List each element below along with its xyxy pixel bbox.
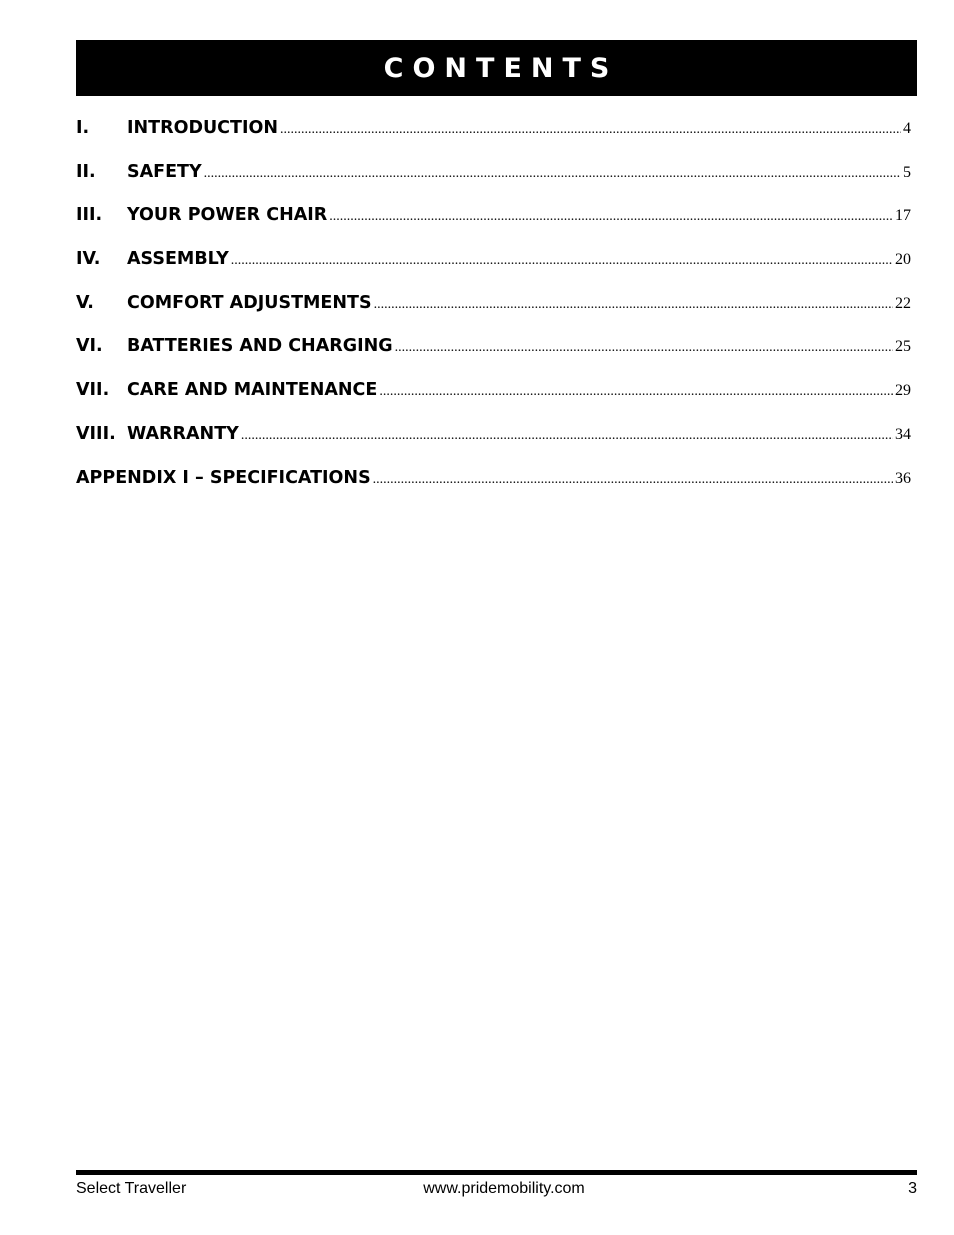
- footer-website: www.pridemobility.com: [423, 1180, 585, 1197]
- toc-leader-dots: [280, 122, 901, 138]
- toc-title: SAFETY: [127, 161, 202, 182]
- toc-entry-warranty[interactable]: [76, 424, 911, 468]
- toc-number: IV.: [76, 249, 101, 270]
- toc-page-number: 36: [895, 469, 911, 487]
- footer-divider: [76, 1170, 917, 1175]
- toc-page-number: 4: [903, 120, 911, 137]
- toc-entry-comfort-adjustments[interactable]: [76, 293, 911, 337]
- toc-page-number: 17: [895, 207, 911, 225]
- toc-entry-care-and-maintenance[interactable]: [76, 380, 911, 424]
- toc-title: YOUR POWER CHAIR: [127, 205, 328, 226]
- toc-number: II.: [76, 161, 96, 182]
- toc-page-number: 22: [895, 294, 911, 312]
- toc-leader-dots: [231, 253, 893, 269]
- footer-page-number: 3: [908, 1180, 917, 1197]
- toc-title: ASSEMBLY: [127, 249, 229, 270]
- toc-number: V.: [76, 292, 94, 313]
- toc-entry-your-power-chair[interactable]: [76, 205, 911, 249]
- page-title: CONTENTS: [383, 52, 619, 84]
- toc-title: APPENDIX I – SPECIFICATIONS: [76, 467, 371, 488]
- toc-entry-assembly[interactable]: [76, 249, 911, 293]
- toc-title: COMFORT ADJUSTMENTS: [127, 292, 372, 313]
- toc-leader-dots: [373, 472, 893, 488]
- toc-title: WARRANTY: [127, 423, 239, 444]
- toc-leader-dots: [379, 384, 893, 400]
- toc-leader-dots: [374, 297, 893, 313]
- toc-page-number: 20: [895, 251, 911, 269]
- toc-title: CARE AND MAINTENANCE: [127, 380, 378, 401]
- footer-product-name: Select Traveller: [76, 1180, 187, 1197]
- toc-page-number: 34: [895, 425, 911, 443]
- toc-number: VII.: [76, 380, 110, 401]
- toc-entry-batteries-and-charging[interactable]: [76, 336, 911, 380]
- toc-number: VI.: [76, 336, 103, 357]
- toc-leader-dots: [241, 428, 893, 444]
- toc-entry-introduction[interactable]: [76, 118, 911, 162]
- toc-page-number: 29: [895, 382, 911, 400]
- toc-leader-dots: [204, 166, 901, 182]
- page-footer: [76, 1180, 917, 1200]
- table-of-contents: [76, 118, 911, 511]
- toc-entry-safety[interactable]: [76, 162, 911, 206]
- toc-number: I.: [76, 118, 90, 138]
- toc-title: INTRODUCTION: [127, 118, 278, 138]
- toc-leader-dots: [395, 340, 893, 356]
- toc-page-number: 5: [903, 163, 911, 181]
- toc-leader-dots: [329, 209, 893, 225]
- toc-title: BATTERIES AND CHARGING: [127, 336, 393, 357]
- toc-entry-appendix-specifications[interactable]: [76, 468, 911, 512]
- toc-number: VIII.: [76, 423, 116, 444]
- toc-number: III.: [76, 205, 103, 226]
- contents-title-bar: [76, 40, 917, 96]
- toc-page-number: 25: [895, 338, 911, 356]
